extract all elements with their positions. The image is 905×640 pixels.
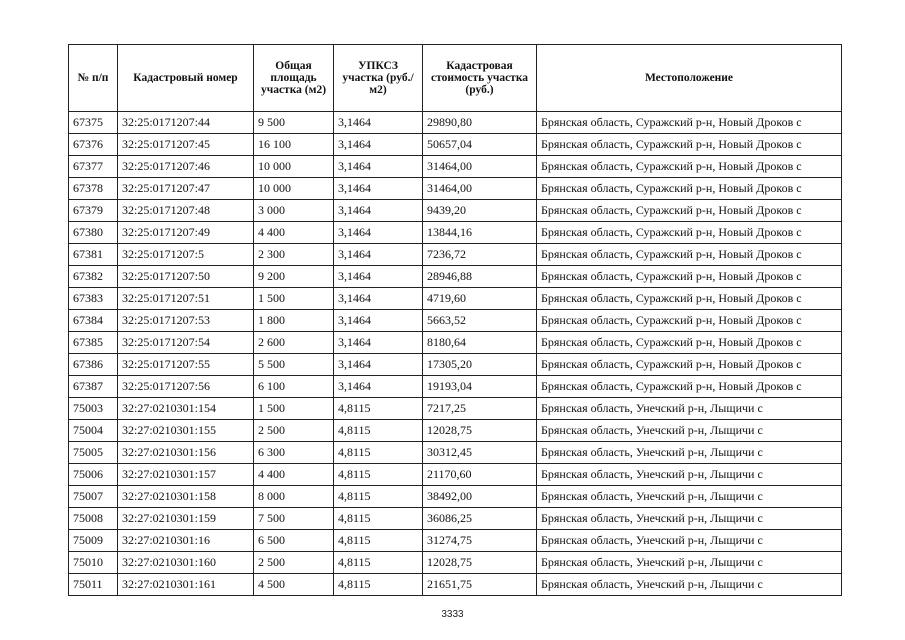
cell-upksz: 3,1464 — [334, 354, 423, 376]
cadastral-table — [68, 44, 842, 596]
cell-cadastral-value: 8180,64 — [423, 332, 537, 354]
cell-location: Брянская область, Унечский р-н, Лыщичи с — [537, 464, 842, 486]
cell-area: 5 500 — [254, 354, 334, 376]
cell-upksz: 3,1464 — [334, 332, 423, 354]
cell-number: 67382 — [69, 266, 118, 288]
cell-area: 7 500 — [254, 508, 334, 530]
cell-cadastral-value: 4719,60 — [423, 288, 537, 310]
cell-number: 75006 — [69, 464, 118, 486]
cell-area: 16 100 — [254, 134, 334, 156]
cell-cadastral-value: 21170,60 — [423, 464, 537, 486]
cell-area: 3 000 — [254, 200, 334, 222]
cell-upksz: 3,1464 — [334, 376, 423, 398]
table-row — [69, 508, 842, 530]
cell-number: 67375 — [69, 112, 118, 134]
cell-cadastral-number: 32:27:0210301:16 — [118, 530, 254, 552]
cell-cadastral-number: 32:25:0171207:46 — [118, 156, 254, 178]
cell-number: 75003 — [69, 398, 118, 420]
table-header-row — [69, 45, 842, 112]
cell-upksz: 4,8115 — [334, 508, 423, 530]
cell-upksz: 4,8115 — [334, 442, 423, 464]
cell-location: Брянская область, Унечский р-н, Лыщичи с — [537, 420, 842, 442]
cell-cadastral-value: 31464,00 — [423, 178, 537, 200]
cell-location: Брянская область, Суражский р-н, Новый Дроков с — [537, 354, 842, 376]
cell-number: 67381 — [69, 244, 118, 266]
cell-area: 8 000 — [254, 486, 334, 508]
cell-cadastral-number: 32:25:0171207:55 — [118, 354, 254, 376]
cell-cadastral-value: 36086,25 — [423, 508, 537, 530]
cell-area: 1 500 — [254, 288, 334, 310]
cell-area: 2 500 — [254, 552, 334, 574]
cell-cadastral-value: 31464,00 — [423, 156, 537, 178]
cell-upksz: 4,8115 — [334, 574, 423, 596]
cell-area: 1 800 — [254, 310, 334, 332]
table-row — [69, 266, 842, 288]
cell-cadastral-number: 32:27:0210301:154 — [118, 398, 254, 420]
table-row — [69, 134, 842, 156]
cell-cadastral-number: 32:27:0210301:160 — [118, 552, 254, 574]
cell-number: 67383 — [69, 288, 118, 310]
table-row — [69, 310, 842, 332]
cell-upksz: 3,1464 — [334, 310, 423, 332]
table-row — [69, 442, 842, 464]
cell-cadastral-value: 28946,88 — [423, 266, 537, 288]
cell-location: Брянская область, Суражский р-н, Новый Дроков с — [537, 156, 842, 178]
table-row — [69, 288, 842, 310]
cell-location: Брянская область, Суражский р-н, Новый Дроков с — [537, 266, 842, 288]
cell-cadastral-number: 32:27:0210301:158 — [118, 486, 254, 508]
cell-cadastral-number: 32:27:0210301:159 — [118, 508, 254, 530]
cell-upksz: 3,1464 — [334, 266, 423, 288]
cell-location: Брянская область, Суражский р-н, Новый Дроков с — [537, 178, 842, 200]
table-row — [69, 530, 842, 552]
cell-cadastral-value: 12028,75 — [423, 420, 537, 442]
cell-number: 75004 — [69, 420, 118, 442]
cell-number: 67385 — [69, 332, 118, 354]
header-upksz: УПКСЗ участка (руб./м2) — [334, 45, 423, 112]
table-row — [69, 574, 842, 596]
cell-number: 75007 — [69, 486, 118, 508]
cell-location: Брянская область, Суражский р-н, Новый Дроков с — [537, 244, 842, 266]
table-row — [69, 376, 842, 398]
cell-upksz: 3,1464 — [334, 288, 423, 310]
cell-area: 6 500 — [254, 530, 334, 552]
cell-number: 67376 — [69, 134, 118, 156]
header-number: № п/п — [69, 45, 118, 112]
header-location: Местоположение — [537, 45, 842, 112]
cell-area: 6 300 — [254, 442, 334, 464]
cell-upksz: 3,1464 — [334, 156, 423, 178]
table-row — [69, 420, 842, 442]
cell-number: 75011 — [69, 574, 118, 596]
cell-location: Брянская область, Унечский р-н, Лыщичи с — [537, 530, 842, 552]
cell-location: Брянская область, Унечский р-н, Лыщичи с — [537, 574, 842, 596]
page-number: 3333 — [441, 609, 464, 620]
cell-cadastral-value: 19193,04 — [423, 376, 537, 398]
cell-upksz: 4,8115 — [334, 464, 423, 486]
table-row — [69, 464, 842, 486]
cell-cadastral-value: 7217,25 — [423, 398, 537, 420]
cell-location: Брянская область, Унечский р-н, Лыщичи с — [537, 442, 842, 464]
cell-cadastral-value: 7236,72 — [423, 244, 537, 266]
header-cadastral-value: Кадастровая стоимость участка (руб.) — [423, 45, 537, 112]
cell-location: Брянская область, Суражский р-н, Новый Дроков с — [537, 200, 842, 222]
header-area: Общая площадь участка (м2) — [254, 45, 334, 112]
table-row — [69, 112, 842, 134]
cell-location: Брянская область, Унечский р-н, Лыщичи с — [537, 486, 842, 508]
cell-number: 67377 — [69, 156, 118, 178]
cell-number: 75009 — [69, 530, 118, 552]
cell-number: 67378 — [69, 178, 118, 200]
cell-cadastral-number: 32:27:0210301:156 — [118, 442, 254, 464]
header-cadastral-number: Кадастровый номер — [118, 45, 254, 112]
cell-cadastral-value: 21651,75 — [423, 574, 537, 596]
cell-cadastral-value: 31274,75 — [423, 530, 537, 552]
cell-number: 75005 — [69, 442, 118, 464]
cell-upksz: 4,8115 — [334, 420, 423, 442]
table-row — [69, 486, 842, 508]
cell-cadastral-value: 38492,00 — [423, 486, 537, 508]
cell-location: Брянская область, Суражский р-н, Новый Дроков с — [537, 134, 842, 156]
cell-cadastral-number: 32:25:0171207:5 — [118, 244, 254, 266]
cell-area: 9 500 — [254, 112, 334, 134]
cell-cadastral-number: 32:27:0210301:157 — [118, 464, 254, 486]
cell-upksz: 3,1464 — [334, 244, 423, 266]
cell-area: 4 400 — [254, 222, 334, 244]
cell-location: Брянская область, Суражский р-н, Новый Дроков с — [537, 288, 842, 310]
cell-location: Брянская область, Суражский р-н, Новый Дроков с — [537, 222, 842, 244]
cell-cadastral-value: 13844,16 — [423, 222, 537, 244]
table-row — [69, 332, 842, 354]
cell-location: Брянская область, Унечский р-н, Лыщичи с — [537, 552, 842, 574]
cell-cadastral-number: 32:25:0171207:47 — [118, 178, 254, 200]
cell-cadastral-value: 5663,52 — [423, 310, 537, 332]
cell-cadastral-number: 32:27:0210301:155 — [118, 420, 254, 442]
cell-area: 6 100 — [254, 376, 334, 398]
cell-location: Брянская область, Суражский р-н, Новый Дроков с — [537, 112, 842, 134]
cell-location: Брянская область, Суражский р-н, Новый Дроков с — [537, 310, 842, 332]
cell-upksz: 3,1464 — [334, 178, 423, 200]
cell-number: 67387 — [69, 376, 118, 398]
cell-cadastral-value: 12028,75 — [423, 552, 537, 574]
table-row — [69, 156, 842, 178]
cell-cadastral-value: 29890,80 — [423, 112, 537, 134]
cell-area: 2 600 — [254, 332, 334, 354]
cell-upksz: 4,8115 — [334, 486, 423, 508]
table-row — [69, 354, 842, 376]
cell-number: 67380 — [69, 222, 118, 244]
cell-upksz: 4,8115 — [334, 398, 423, 420]
cell-area: 4 400 — [254, 464, 334, 486]
cell-cadastral-number: 32:27:0210301:161 — [118, 574, 254, 596]
cell-upksz: 4,8115 — [334, 552, 423, 574]
cell-upksz: 4,8115 — [334, 530, 423, 552]
table-row — [69, 398, 842, 420]
cell-number: 67384 — [69, 310, 118, 332]
table-row — [69, 244, 842, 266]
cell-area: 10 000 — [254, 178, 334, 200]
cell-area: 9 200 — [254, 266, 334, 288]
cell-upksz: 3,1464 — [334, 112, 423, 134]
cell-area: 10 000 — [254, 156, 334, 178]
cell-cadastral-number: 32:25:0171207:50 — [118, 266, 254, 288]
cell-area: 4 500 — [254, 574, 334, 596]
cell-cadastral-number: 32:25:0171207:54 — [118, 332, 254, 354]
cell-cadastral-number: 32:25:0171207:45 — [118, 134, 254, 156]
cell-number: 75010 — [69, 552, 118, 574]
cell-number: 67386 — [69, 354, 118, 376]
cell-location: Брянская область, Суражский р-н, Новый Дроков с — [537, 376, 842, 398]
table-body — [69, 112, 842, 596]
cell-upksz: 3,1464 — [334, 134, 423, 156]
cell-area: 2 300 — [254, 244, 334, 266]
cell-location: Брянская область, Суражский р-н, Новый Дроков с — [537, 332, 842, 354]
cell-cadastral-number: 32:25:0171207:49 — [118, 222, 254, 244]
cell-upksz: 3,1464 — [334, 200, 423, 222]
cell-cadastral-value: 50657,04 — [423, 134, 537, 156]
cell-number: 67379 — [69, 200, 118, 222]
cell-cadastral-number: 32:25:0171207:51 — [118, 288, 254, 310]
table-row — [69, 222, 842, 244]
cell-cadastral-number: 32:25:0171207:53 — [118, 310, 254, 332]
cell-cadastral-value: 17305,20 — [423, 354, 537, 376]
table-row — [69, 552, 842, 574]
cell-number: 75008 — [69, 508, 118, 530]
cell-cadastral-number: 32:25:0171207:56 — [118, 376, 254, 398]
cell-cadastral-value: 9439,20 — [423, 200, 537, 222]
cell-area: 1 500 — [254, 398, 334, 420]
cell-cadastral-number: 32:25:0171207:48 — [118, 200, 254, 222]
cell-location: Брянская область, Унечский р-н, Лыщичи с — [537, 508, 842, 530]
cell-cadastral-number: 32:25:0171207:44 — [118, 112, 254, 134]
cell-location: Брянская область, Унечский р-н, Лыщичи с — [537, 398, 842, 420]
table-row — [69, 200, 842, 222]
cell-upksz: 3,1464 — [334, 222, 423, 244]
cell-cadastral-value: 30312,45 — [423, 442, 537, 464]
cell-area: 2 500 — [254, 420, 334, 442]
table-row — [69, 178, 842, 200]
